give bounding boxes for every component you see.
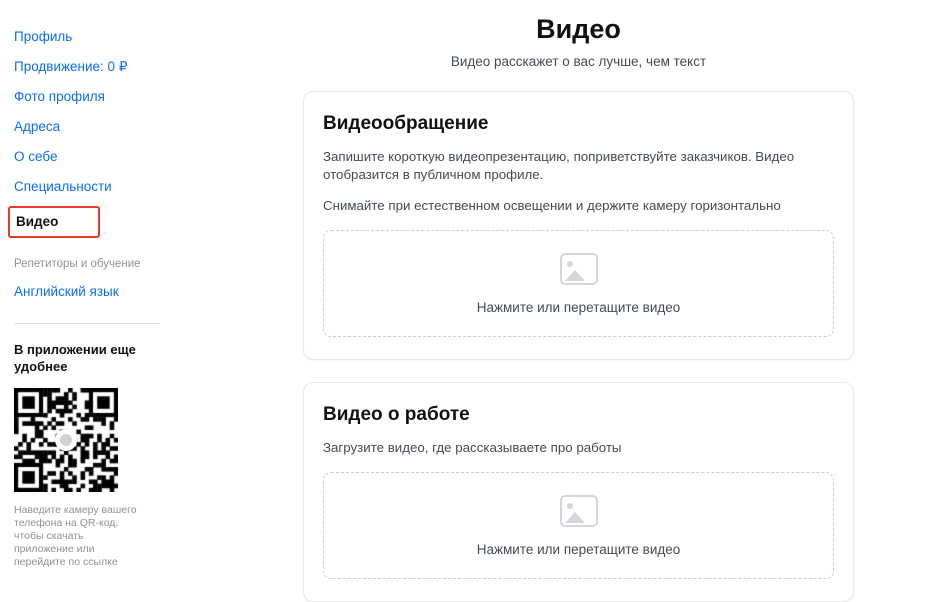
sidebar-item-label: Адреса: [14, 119, 61, 134]
sidebar-item-about[interactable]: [14, 142, 208, 172]
sidebar-item-promotion[interactable]: [14, 52, 208, 82]
video-upload-dropzone[interactable]: [323, 230, 834, 337]
sidebar-item-label: Фото профиля: [14, 89, 105, 104]
sidebar-item-label: Английский язык: [14, 284, 119, 299]
card-hint: Снимайте при естественном освещении и держите камеру горизонтально: [323, 198, 781, 213]
card-title: Видеообращение: [323, 113, 489, 134]
image-placeholder-icon: [560, 253, 598, 285]
qr-center-logo: [55, 429, 77, 451]
sidebar-item-video[interactable]: [8, 206, 100, 238]
dropzone-label: Нажмите или перетащите видео: [476, 541, 681, 557]
page-subtitle: Видео расскажет о вас лучше, чем текст: [450, 54, 707, 69]
sidebar-item-label: Видео: [16, 214, 59, 229]
main-content: [208, 0, 949, 579]
dropzone-label: Нажмите или перетащите видео: [476, 299, 681, 315]
qr-code[interactable]: [14, 388, 118, 492]
sidebar: [0, 0, 208, 579]
sidebar-item-english[interactable]: [14, 277, 208, 307]
sidebar-item-label: Продвижение: 0 ₽: [14, 59, 128, 74]
sidebar-item-label: Специальности: [14, 179, 112, 194]
card-description: Запишите короткую видеопрезентацию, поприветствуйте заказчиков. Видео отобразится в публичном профиле.: [323, 149, 795, 182]
card-title: Видео о работе: [323, 404, 470, 425]
sidebar-item-addresses[interactable]: [14, 112, 208, 142]
sidebar-group-title: Репетиторы и обучение: [14, 258, 141, 270]
app-promo-caption: Наведите камеру вашего телефона на QR-код, чтобы скачать приложение или перейдите по ссылке: [14, 504, 137, 568]
image-placeholder-icon: [560, 495, 598, 527]
app-promo-title: В приложении еще удобнее: [14, 342, 136, 374]
sidebar-item-profile-photo[interactable]: [14, 82, 208, 112]
page-title: Видео: [536, 14, 621, 44]
sidebar-item-specialities[interactable]: [14, 172, 208, 202]
sidebar-item-label: Профиль: [14, 29, 73, 44]
sidebar-item-profile[interactable]: [14, 22, 208, 52]
sidebar-item-label: О себе: [14, 149, 58, 164]
work-video-upload-dropzone[interactable]: [323, 472, 834, 579]
card-video-greeting: [303, 91, 854, 360]
card-work-video: [303, 382, 854, 602]
card-description: Загрузите видео, где рассказываете про работы: [323, 440, 622, 455]
sidebar-divider: [14, 323, 160, 324]
